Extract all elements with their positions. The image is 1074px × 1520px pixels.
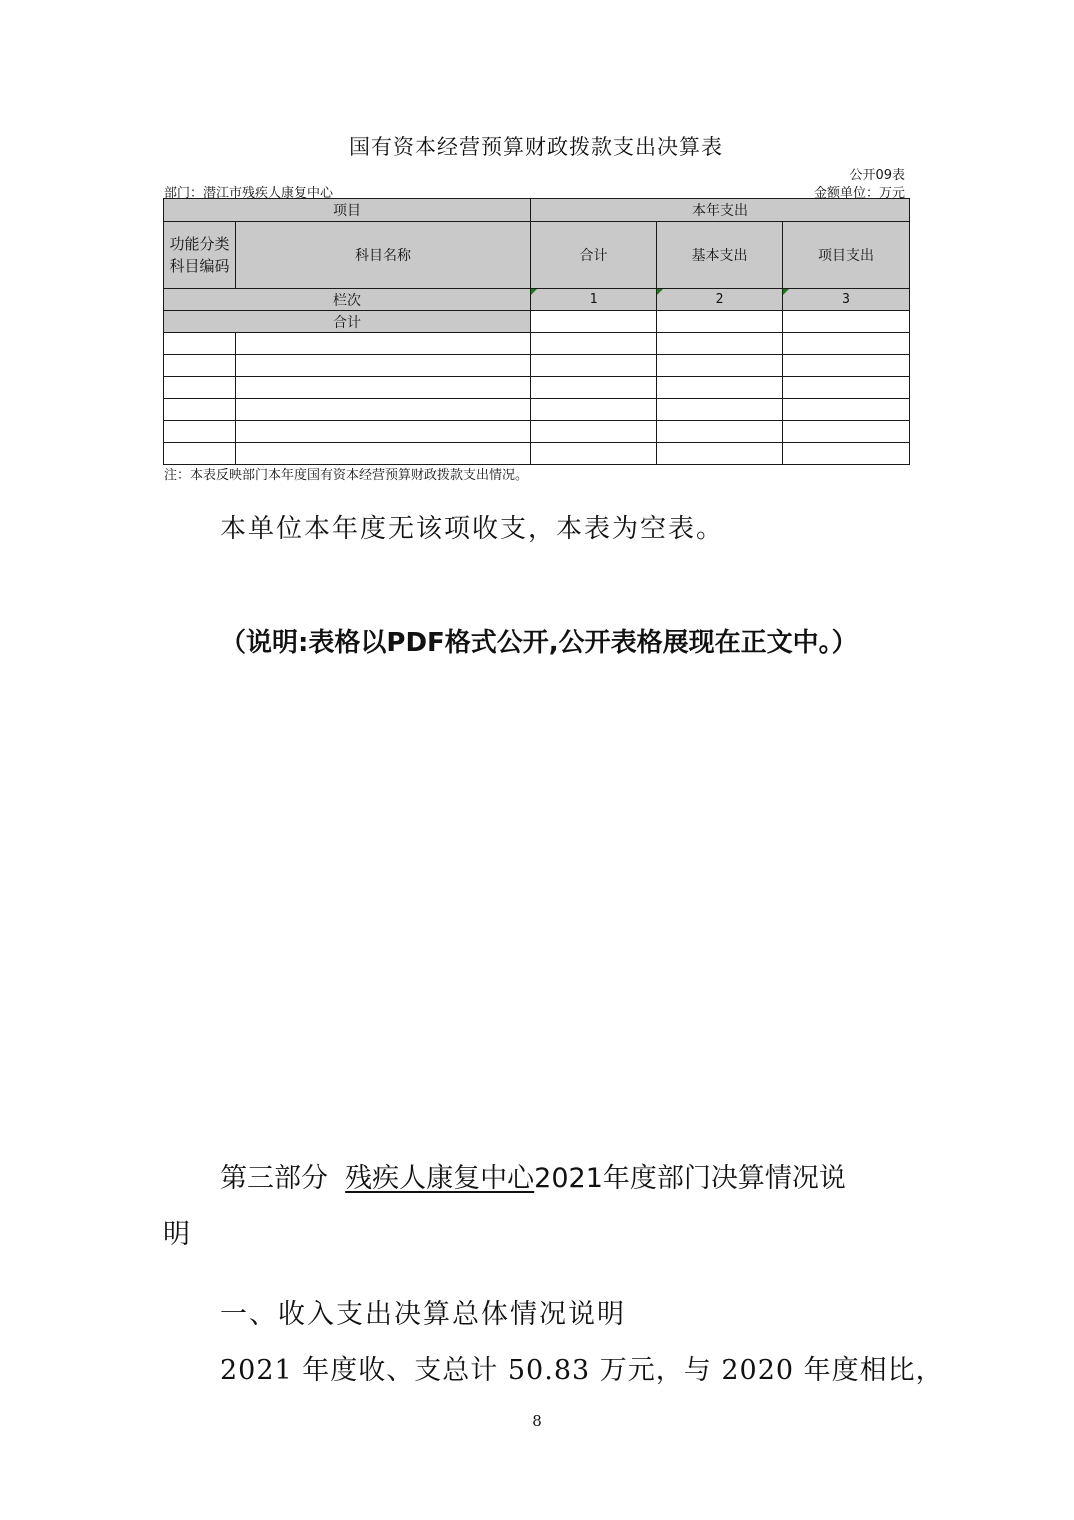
header-function-code <box>164 222 236 289</box>
function-code-line2: 科目编码 <box>169 257 230 275</box>
empty-cell <box>531 399 657 421</box>
index-cell-3 <box>783 289 910 311</box>
index-cell-1 <box>531 289 657 311</box>
empty-cell <box>783 377 910 399</box>
table-row <box>164 377 910 399</box>
empty-cell <box>236 421 531 443</box>
empty-cell <box>657 443 783 465</box>
empty-cell <box>531 355 657 377</box>
appropriation-table-block <box>163 130 909 487</box>
sum-label: 合计 <box>164 311 531 333</box>
amount-unit: 金额单位：万元 <box>813 186 905 201</box>
table-note: 注：本表反映部门本年度国有资本经营预算财政拨款支出情况。 <box>164 468 529 483</box>
header-total: 合计 <box>531 222 657 289</box>
index-cell-2 <box>657 289 783 311</box>
header-basic-spend: 基本支出 <box>657 222 783 289</box>
empty-cell <box>531 377 657 399</box>
empty-cell <box>657 333 783 355</box>
index-value-1: 1 <box>589 292 598 307</box>
index-value-2: 2 <box>715 292 724 307</box>
table-row <box>164 443 910 465</box>
empty-cell <box>783 421 910 443</box>
expenditure-table <box>163 198 910 465</box>
sum-total-cell <box>531 311 657 333</box>
empty-cell <box>657 421 783 443</box>
page-number: 8 <box>532 1412 542 1430</box>
header-annual-spend: 本年支出 <box>531 199 910 222</box>
empty-cell <box>164 421 236 443</box>
empty-table-notice: 本单位本年度无该项收支，本表为空表。 <box>220 514 725 544</box>
error-indicator-icon <box>531 289 537 295</box>
empty-cell <box>164 399 236 421</box>
header-project-spend: 项目支出 <box>783 222 910 289</box>
table-title: 国有资本经营预算财政拨款支出决算表 <box>349 135 723 159</box>
empty-cell <box>657 377 783 399</box>
empty-cell <box>783 333 910 355</box>
error-indicator-icon <box>657 289 663 295</box>
empty-cell <box>164 355 236 377</box>
form-code: 公开09表 <box>849 168 905 183</box>
error-indicator-icon <box>783 289 789 295</box>
empty-cell <box>164 333 236 355</box>
index-label: 栏次 <box>164 289 531 311</box>
table-row <box>164 333 910 355</box>
section1-text: 2021 年度收、支总计 50.83 万元，与 2020 年度相比， <box>220 1355 944 1386</box>
header-item: 项目 <box>164 199 531 222</box>
empty-cell <box>164 443 236 465</box>
empty-cell <box>164 377 236 399</box>
empty-cell <box>657 399 783 421</box>
empty-cell <box>783 355 910 377</box>
section1-title: 一、收入支出决算总体情况说明 <box>220 1299 626 1330</box>
header-subject-name: 科目名称 <box>236 222 531 289</box>
empty-cell <box>236 355 531 377</box>
part3-suffix: 2021年度部门决算情况说 <box>534 1163 846 1194</box>
empty-cell <box>783 399 910 421</box>
table-row <box>164 355 910 377</box>
empty-cell <box>531 421 657 443</box>
sum-basic-cell <box>657 311 783 333</box>
empty-cell <box>531 443 657 465</box>
empty-cell <box>531 333 657 355</box>
empty-cell <box>236 399 531 421</box>
empty-cell <box>236 377 531 399</box>
table-row <box>164 399 910 421</box>
empty-cell <box>657 355 783 377</box>
function-code-line1: 功能分类 <box>169 235 230 253</box>
part3-org-name: 残疾人康复中心 <box>345 1163 535 1194</box>
format-notice: （说明:表格以PDF格式公开,公开表格展现在正文中。） <box>220 628 858 658</box>
empty-cell <box>236 443 531 465</box>
empty-cell <box>783 443 910 465</box>
table-meta <box>163 162 909 201</box>
part3-prefix: 第三部分 <box>220 1163 346 1194</box>
index-value-3: 3 <box>842 292 850 307</box>
sum-project-cell <box>783 311 910 333</box>
part3-heading <box>220 1156 846 1195</box>
empty-cell <box>236 333 531 355</box>
department-label: 部门：潜江市残疾人康复中心 <box>164 186 334 201</box>
table-row <box>164 421 910 443</box>
part3-heading-tail: 明 <box>163 1219 190 1250</box>
